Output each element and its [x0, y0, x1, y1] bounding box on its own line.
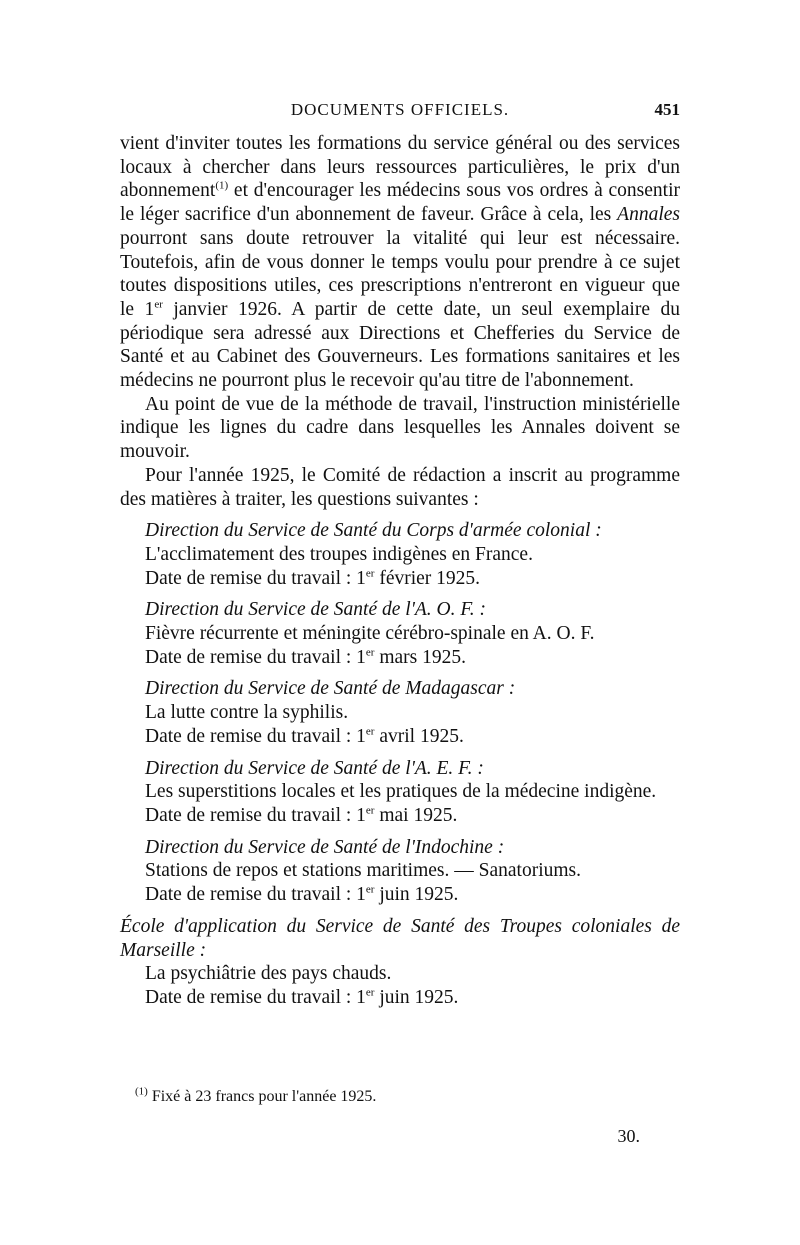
section-date [120, 883, 680, 907]
section-ecole-marseille [120, 915, 680, 1010]
section-date [120, 725, 680, 749]
section-direction-aof [120, 598, 680, 669]
section-direction-madagascar [120, 677, 680, 748]
ordinal-sup: er [365, 725, 375, 738]
paragraph-3: Pour l'année 1925, le Comité de rédaction a inscrit au programme des matières à traiter, les questions suivantes : [120, 464, 680, 510]
signature-mark: 30. [617, 1126, 640, 1146]
section-subject: Les superstitions locales et les pratiques de la médecine indigène. [145, 781, 657, 803]
section-direction-corps-armee [120, 519, 680, 590]
date-text: Date de remise du travail : 1 [145, 884, 366, 906]
section-direction-indochine [120, 836, 680, 907]
paragraph-text: et d'encourager les médecins sous vos ordres à consentir le léger sacrifice d'un abonnement de faveur. Grâce à cela, les [120, 180, 680, 226]
section-title: Direction du Service de Santé du Corps d'armée colonial : [145, 520, 602, 542]
ordinal-sup: er [365, 646, 375, 659]
section-subject: La psychiâtrie des pays chauds. [145, 963, 392, 985]
section-date [120, 646, 680, 670]
ordinal-sup: er [154, 298, 163, 311]
section-title: Direction du Service de Santé de l'A. O. F. : [145, 599, 486, 621]
section-date [120, 804, 680, 828]
date-text: Date de remise du travail : 1 [145, 646, 366, 668]
date-text: Date de remise du travail : 1 [145, 567, 366, 589]
section-subject: Stations de repos et stations maritimes. — Sanatoriums. [145, 860, 581, 882]
date-text: juin 1925. [374, 986, 459, 1008]
section-title: Direction du Service de Santé de l'Indochine : [145, 836, 505, 858]
paragraph-text: pourront sans doute retrouver la vitalité qui leur est nécessaire. Toutefois, afin de vous donner le temps voulu pour prendre à ce sujet toutes dispositions utiles, ces prescriptions n'entreront en vigueur que le 1 [120, 227, 680, 320]
date-text: février 1925. [374, 567, 481, 589]
section-date [120, 986, 680, 1010]
footnote [135, 1085, 377, 1106]
paragraph-text: janvier 1926. A partir de cette date, un seul exemplaire du périodique sera adressé aux Directions et Chefferies du Service de Santé et au Cabinet des Gouverneurs. Les formations sanitaires et les médecins ne pourront plus le recevoir qu'au titre de l'abonnement. [120, 298, 680, 392]
footnote-reference: (1) [215, 179, 229, 192]
running-header [120, 100, 680, 130]
date-text: Date de remise du travail : 1 [145, 804, 366, 826]
footnote-text: Fixé à 23 francs pour l'année 1925. [147, 1088, 377, 1105]
page-number: 451 [654, 100, 680, 119]
ordinal-sup: er [365, 804, 375, 817]
header-title: DOCUMENTS OFFICIELS. [290, 100, 510, 119]
date-text: mars 1925. [374, 646, 466, 668]
date-text: avril 1925. [374, 725, 464, 747]
ordinal-sup: er [365, 883, 375, 896]
date-text: Date de remise du travail : 1 [145, 986, 366, 1008]
date-text: Date de remise du travail : 1 [145, 725, 366, 747]
ordinal-sup: er [365, 986, 375, 999]
section-subject: L'acclimatement des troupes indigènes en France. [145, 543, 533, 565]
footnote-marker: (1) [135, 1085, 148, 1098]
paragraph-text: vient d'inviter toutes les formations du service général ou des services locaux à chercher dans leurs ressources particulières, le prix d'un abonnement [120, 133, 680, 202]
section-title: École d'application du Service de Santé des Troupes coloniales de Marseille : [120, 915, 680, 961]
ordinal-sup: er [365, 567, 375, 580]
date-text: mai 1925. [374, 804, 458, 826]
body-text [120, 132, 680, 1010]
section-subject: Fièvre récurrente et méningite cérébro-spinale en A. O. F. [145, 623, 595, 645]
section-direction-aef [120, 757, 680, 828]
section-title: Direction du Service de Santé de l'A. E. F. : [145, 757, 484, 779]
document-page [120, 0, 680, 1245]
section-title: Direction du Service de Santé de Madagascar : [145, 678, 516, 700]
section-subject: La lutte contre la syphilis. [145, 702, 349, 724]
annales-italic: Annales [617, 204, 680, 226]
section-date [120, 567, 680, 591]
paragraph-1 [120, 132, 680, 393]
date-text: juin 1925. [374, 884, 459, 906]
paragraph-2: Au point de vue de la méthode de travail, l'instruction ministérielle indique les lignes du cadre dans lesquelles les Annales doivent se mouvoir. [120, 393, 680, 463]
